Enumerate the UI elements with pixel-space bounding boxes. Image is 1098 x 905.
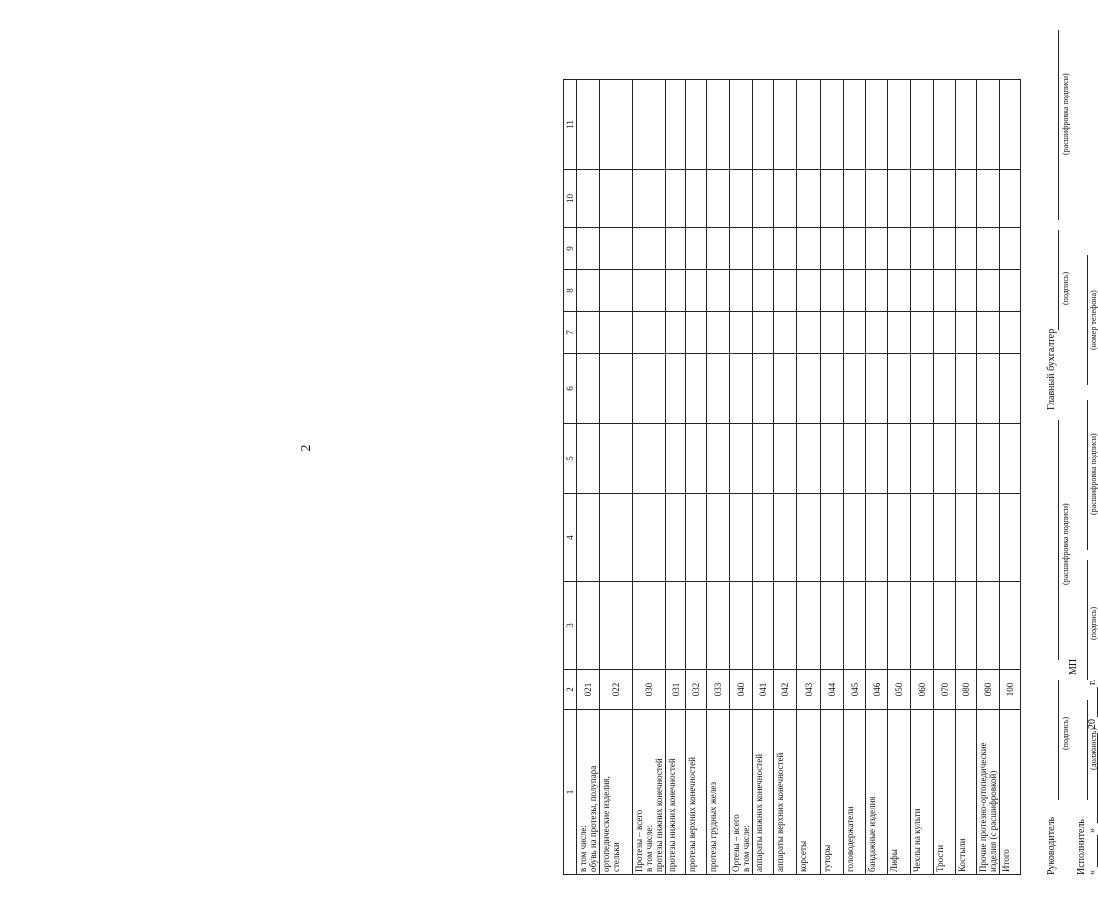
chief-accountant-label: Главный бухгалтер (1046, 328, 1057, 410)
row-name-line: в том числе: (578, 825, 588, 872)
row-name-line: Протезы – всего (634, 809, 644, 872)
row-code: 045 (844, 670, 866, 710)
row-name-line: обувь на протезы, полупара (588, 765, 598, 872)
row-name-line: Чехлы на культи (912, 808, 922, 872)
row-code: 032 (686, 670, 707, 710)
date-year-prefix: 20 (1087, 719, 1098, 729)
row-code: 030 (633, 670, 666, 710)
executor-phone-caption: (номер телефона) (1089, 290, 1098, 350)
row-code: 060 (911, 670, 934, 710)
executor-phone-line (1087, 255, 1088, 385)
accountant-name-line (1058, 30, 1059, 220)
row-name-line: Ортезы – всего (731, 814, 741, 872)
column-header-5: 5 (564, 424, 577, 494)
row-name-line: протезы нижних конечностей (654, 758, 664, 872)
head-label: Руководитель (1046, 816, 1057, 875)
row-code: 041 (753, 670, 774, 710)
row-name-line: Костыли (957, 838, 967, 872)
row-name-line: в том числе: (644, 825, 654, 872)
date-open-quote: « (1087, 870, 1098, 875)
rotated-form (563, 30, 1098, 875)
column-header-9: 9 (564, 228, 577, 270)
date-year-suffix: г. (1087, 679, 1098, 685)
row-name-line: аппараты верхних конечностей (775, 752, 785, 872)
row-name-line: корсеты (798, 841, 808, 872)
row-name-line: изделия (с расшифровкой) (988, 770, 998, 872)
column-header-6: 6 (564, 354, 577, 424)
row-name-line: головодержатели (845, 806, 855, 872)
accountant-signature-caption: (подпись) (1061, 271, 1070, 305)
row-name-line: Прочие протезно-ортопедические (978, 742, 988, 872)
accountant-signature-line (1058, 230, 1059, 330)
row-code: 050 (888, 670, 911, 710)
column-header-11: 11 (564, 80, 577, 170)
accountant-name-caption: (расшифровка подписи) (1061, 73, 1070, 155)
row-name-line: Итого (1001, 849, 1011, 872)
column-header-3: 3 (564, 582, 577, 670)
row-code: 040 (730, 670, 753, 710)
row-name-line: Трости (935, 844, 945, 872)
row-name-line: в том числе: (741, 825, 751, 872)
row-code: 080 (956, 670, 977, 710)
row-name-line: протезы нижних конечностей (667, 758, 677, 872)
executor-signature-line (1087, 560, 1088, 680)
head-name-line (1058, 420, 1059, 660)
row-code: 044 (821, 670, 844, 710)
page-number: 2 (299, 444, 314, 452)
column-header-8: 8 (564, 270, 577, 312)
column-header-2: 2 (564, 670, 577, 710)
row-code: 043 (797, 670, 821, 710)
executor-position-line (1087, 700, 1088, 800)
row-code: 046 (866, 670, 888, 710)
head-name-caption: (расшифровка подписи) (1061, 503, 1070, 585)
row-code: 042 (774, 670, 797, 710)
executor-signature-caption: (подпись) (1089, 606, 1098, 640)
row-name-line: протезы грудных желез (708, 781, 718, 872)
row-name-line: бандажные изделия (867, 796, 877, 872)
row-code: 031 (666, 670, 686, 710)
row-code: 022 (600, 670, 633, 710)
executor-label: Исполнитель (1076, 819, 1087, 875)
row-name-line: Лифы (889, 849, 899, 872)
row-code: 100 (1000, 670, 1021, 710)
row-name-line: стельки (611, 842, 621, 872)
row-name-line: ортопедические изделия, (601, 776, 611, 872)
signature-block (563, 30, 1098, 875)
row-code: 033 (707, 670, 730, 710)
executor-name-caption: (расшифровка подписи) (1089, 433, 1098, 515)
executor-name-line (1087, 400, 1088, 550)
column-header-7: 7 (564, 312, 577, 354)
date-close-quote: » (1087, 828, 1098, 833)
executor-position-caption: (должность) (1089, 728, 1098, 770)
row-code: 021 (577, 670, 600, 710)
column-header-1: 1 (564, 710, 577, 875)
row-name-line: аппараты нижних конечностей (754, 753, 764, 872)
head-signature-line (1058, 680, 1059, 800)
head-signature-caption: (подпись) (1061, 716, 1070, 750)
row-code: 070 (934, 670, 956, 710)
row-name-line: туторы (822, 844, 832, 872)
column-header-10: 10 (564, 170, 577, 228)
row-name-line: протезы верхних конечностей (687, 757, 697, 872)
column-header-4: 4 (564, 494, 577, 582)
stamp-mark: МП (1068, 658, 1079, 675)
row-code: 090 (977, 670, 1000, 710)
